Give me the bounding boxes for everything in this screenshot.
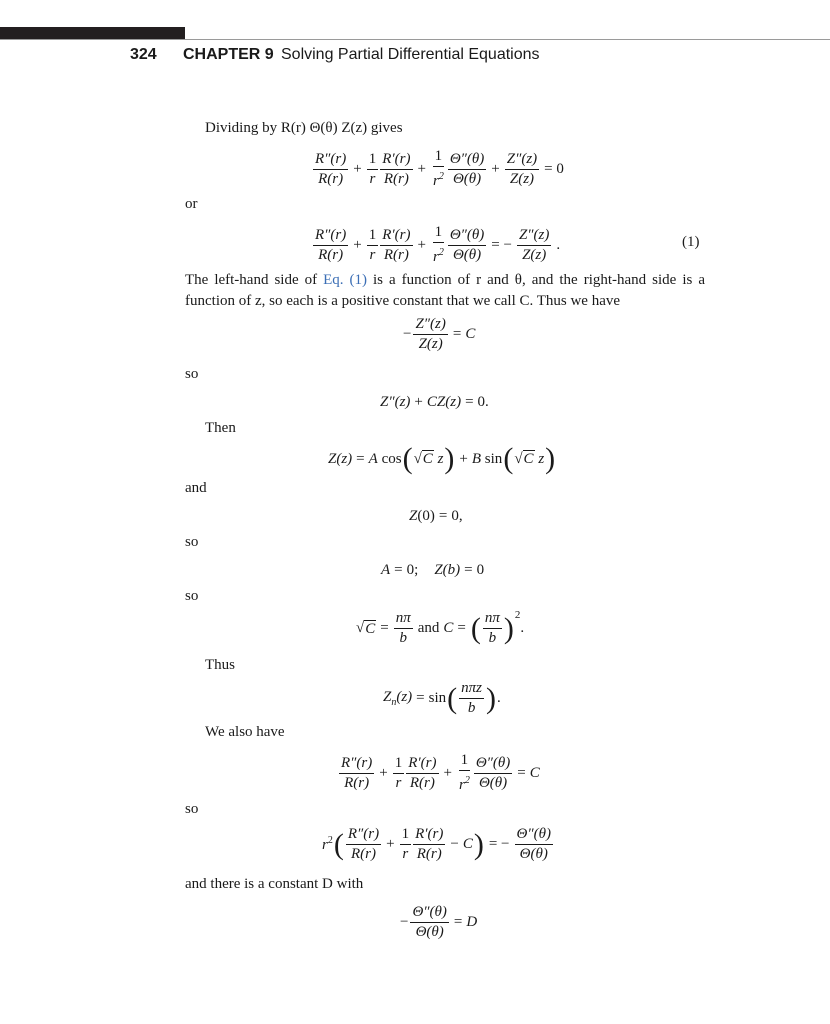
equation-Zn: $Z_n(z)$ = sin ( $\frac{\text{nπz}}{b}$ ) . xyxy=(383,680,501,716)
equation-r2: $r^2$ ( $\frac{R''(r)}{R(r)}$ + $\frac{1}{r}$ $\frac{R'(r)}{R(r)}$ − C ) = − $\frac{\Theta''(\theta)}{\Theta(\theta)}$ xyxy=(322,826,551,862)
text-then: Then xyxy=(205,420,236,436)
paragraph-lhs-part1: The left-hand side of xyxy=(185,272,324,288)
chapter-label: CHAPTER 9 xyxy=(183,46,274,63)
equation-reference-link[interactable]: Eq. (1) xyxy=(323,272,368,288)
text-or: or xyxy=(185,196,198,212)
text-so-2: so xyxy=(185,534,199,550)
equation-number: (1) xyxy=(682,234,700,250)
text-so-1: so xyxy=(185,366,199,382)
chapter-title: Solving Partial Differential Equations xyxy=(281,46,540,63)
equation-sqrtC: √ C = $\frac{n\pi}{b}$ and C = ( $\frac{n\pi}{b}$ ) 2 . xyxy=(356,608,525,646)
text-so-3: so xyxy=(185,588,199,604)
paragraph-lhs-part2: is a function of r and θ, and the right-hand side is a function of z, so each is a positive constant that we call C. Thus we have xyxy=(185,272,705,309)
equation-A0: A = 0; Z(b) = 0 xyxy=(381,562,485,578)
running-header xyxy=(130,46,540,64)
equation-D: − $\frac{\Theta''(\theta)}{\Theta(\theta)}$ = D xyxy=(400,904,478,940)
text-we-also-have: We also have xyxy=(205,724,285,740)
equation-R-theta: $\frac{R''(r)}{R(r)}$ + $\frac{1}{r}$ $\frac{R'(r)}{R(r)}$ + $\frac{1}{r^2}$ $\frac{\Theta''(\theta)}{\Theta(\theta)}$ = C xyxy=(341,752,540,793)
text-dividing: Dividing by R(r) Θ(θ) Z(z) gives xyxy=(205,120,403,136)
equation-Z-ode: Z″(z) + CZ(z) = 0. xyxy=(380,394,489,410)
header-rule xyxy=(0,39,830,40)
page-number: 324 xyxy=(130,46,157,63)
text-thus: Thus xyxy=(205,657,235,673)
equation-separated: $\frac{R''(r)}{R(r)}$ + $\frac{1}{r}$ $\frac{R'(r)}{R(r)}$ + $\frac{1}{r^2}$ $\frac{\Theta''(\theta)}{\Theta(\theta)}$ + $\frac{Z''(z)}{Z(z)}$ = 0 xyxy=(315,148,564,189)
equation-1: $\frac{R''(r)}{R(r)}$ + $\frac{1}{r}$ $\frac{R'(r)}{R(r)}$ + $\frac{1}{r^2}$ $\frac{\Theta''(\theta)}{\Theta(\theta)}$ = − $\frac{Z''(z)}{Z(z)}$ . xyxy=(315,224,561,265)
text-so-4: so xyxy=(185,801,199,817)
text-and: and xyxy=(185,480,207,496)
text-constant-D: and there is a constant D with xyxy=(185,876,364,892)
paragraph-lhs xyxy=(185,270,705,312)
equation-Z-general: Z(z) = A cos ( √ C z ) + B sin ( √ C z ) xyxy=(328,442,556,475)
equation-C: − $\frac{Z''(z)}{Z(z)}$ = C xyxy=(403,316,476,352)
equation-Z0: Z (0) = 0, xyxy=(409,508,463,524)
